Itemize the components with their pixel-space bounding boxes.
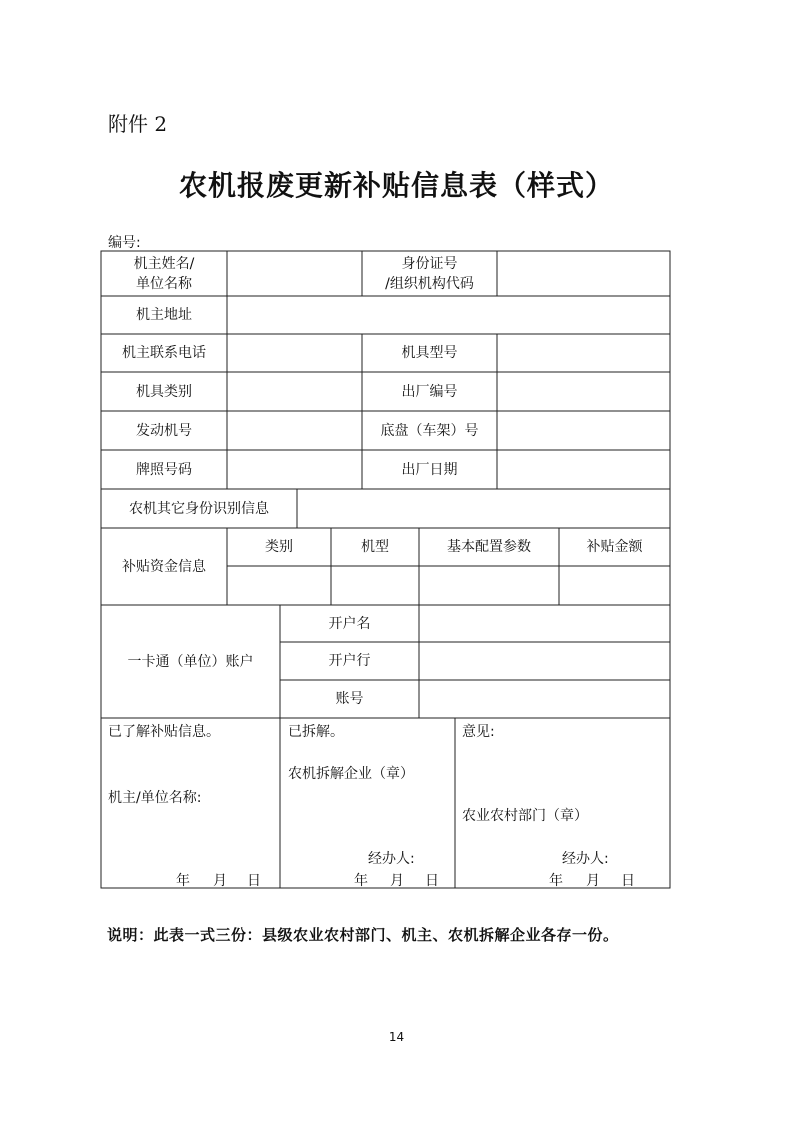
owner-date-year: 年 (176, 873, 190, 889)
dismantled-text: 已拆解。 (288, 724, 344, 740)
id-number-line2: /组织机构代码 (385, 275, 474, 292)
opinion-label: 意见: (462, 724, 495, 740)
dept-seal-label: 农业农村部门（章） (462, 808, 588, 824)
subsidy-col-model: 机型 (361, 539, 389, 555)
page-number: 14 (388, 1030, 405, 1044)
card-account-header: 一卡通（单位）账户 (127, 653, 254, 670)
chassis-number-header: 底盘（车架）号 (380, 422, 479, 439)
subsidy-col-config: 基本配置参数 (447, 539, 531, 555)
attachment-label: 附件 2 (108, 112, 168, 136)
footer-note: 说明：此表一式三份：县级农业农村部门、机主、农机拆解企业各存一份。 (107, 926, 619, 944)
enterprise-handler-label: 经办人: (368, 851, 415, 867)
owner-date-month: 月 (213, 873, 227, 889)
owner-ack-text: 已了解补贴信息。 (108, 724, 220, 740)
subsidy-col-amount: 补贴金额 (586, 539, 643, 555)
subsidy-col-category: 类别 (265, 539, 293, 555)
dept-date-day: 日 (621, 873, 635, 889)
owner-date-day: 日 (247, 873, 261, 889)
owner-name-sign-label: 机主/单位名称: (108, 790, 202, 806)
id-number-header (362, 251, 497, 296)
owner-name-line2: 单位名称 (136, 275, 192, 292)
owner-name-header (101, 251, 227, 296)
account-number-header: 账号 (335, 691, 364, 707)
owner-name-line1: 机主姓名/ (133, 255, 195, 272)
machine-model-header: 机具型号 (401, 345, 458, 361)
enterprise-date-day: 日 (425, 873, 439, 889)
enterprise-seal-label: 农机拆解企业（章） (288, 766, 414, 782)
owner-phone-header: 机主联系电话 (122, 345, 206, 361)
dept-date-year: 年 (549, 873, 563, 889)
page-title: 农机报废更新补贴信息表（样式） (178, 169, 614, 202)
machine-category-header: 机具类别 (136, 383, 192, 400)
serial-number-label: 编号: (108, 235, 141, 251)
subsidy-info-header: 补贴资金信息 (122, 558, 206, 575)
engine-number-header: 发动机号 (136, 422, 192, 439)
plate-number-header: 牌照号码 (136, 461, 192, 478)
id-number-line1: 身份证号 (401, 255, 458, 272)
factory-date-header: 出厂日期 (401, 461, 458, 478)
account-name-header: 开户名 (328, 615, 371, 632)
owner-address-header: 机主地址 (136, 307, 192, 323)
dept-handler-label: 经办人: (562, 851, 609, 867)
dept-date-month: 月 (586, 873, 600, 889)
other-id-info-header: 农机其它身份识别信息 (129, 500, 269, 517)
account-bank-header: 开户行 (328, 653, 371, 669)
enterprise-date-year: 年 (354, 873, 368, 889)
factory-number-header: 出厂编号 (401, 383, 458, 400)
enterprise-date-month: 月 (390, 873, 404, 889)
